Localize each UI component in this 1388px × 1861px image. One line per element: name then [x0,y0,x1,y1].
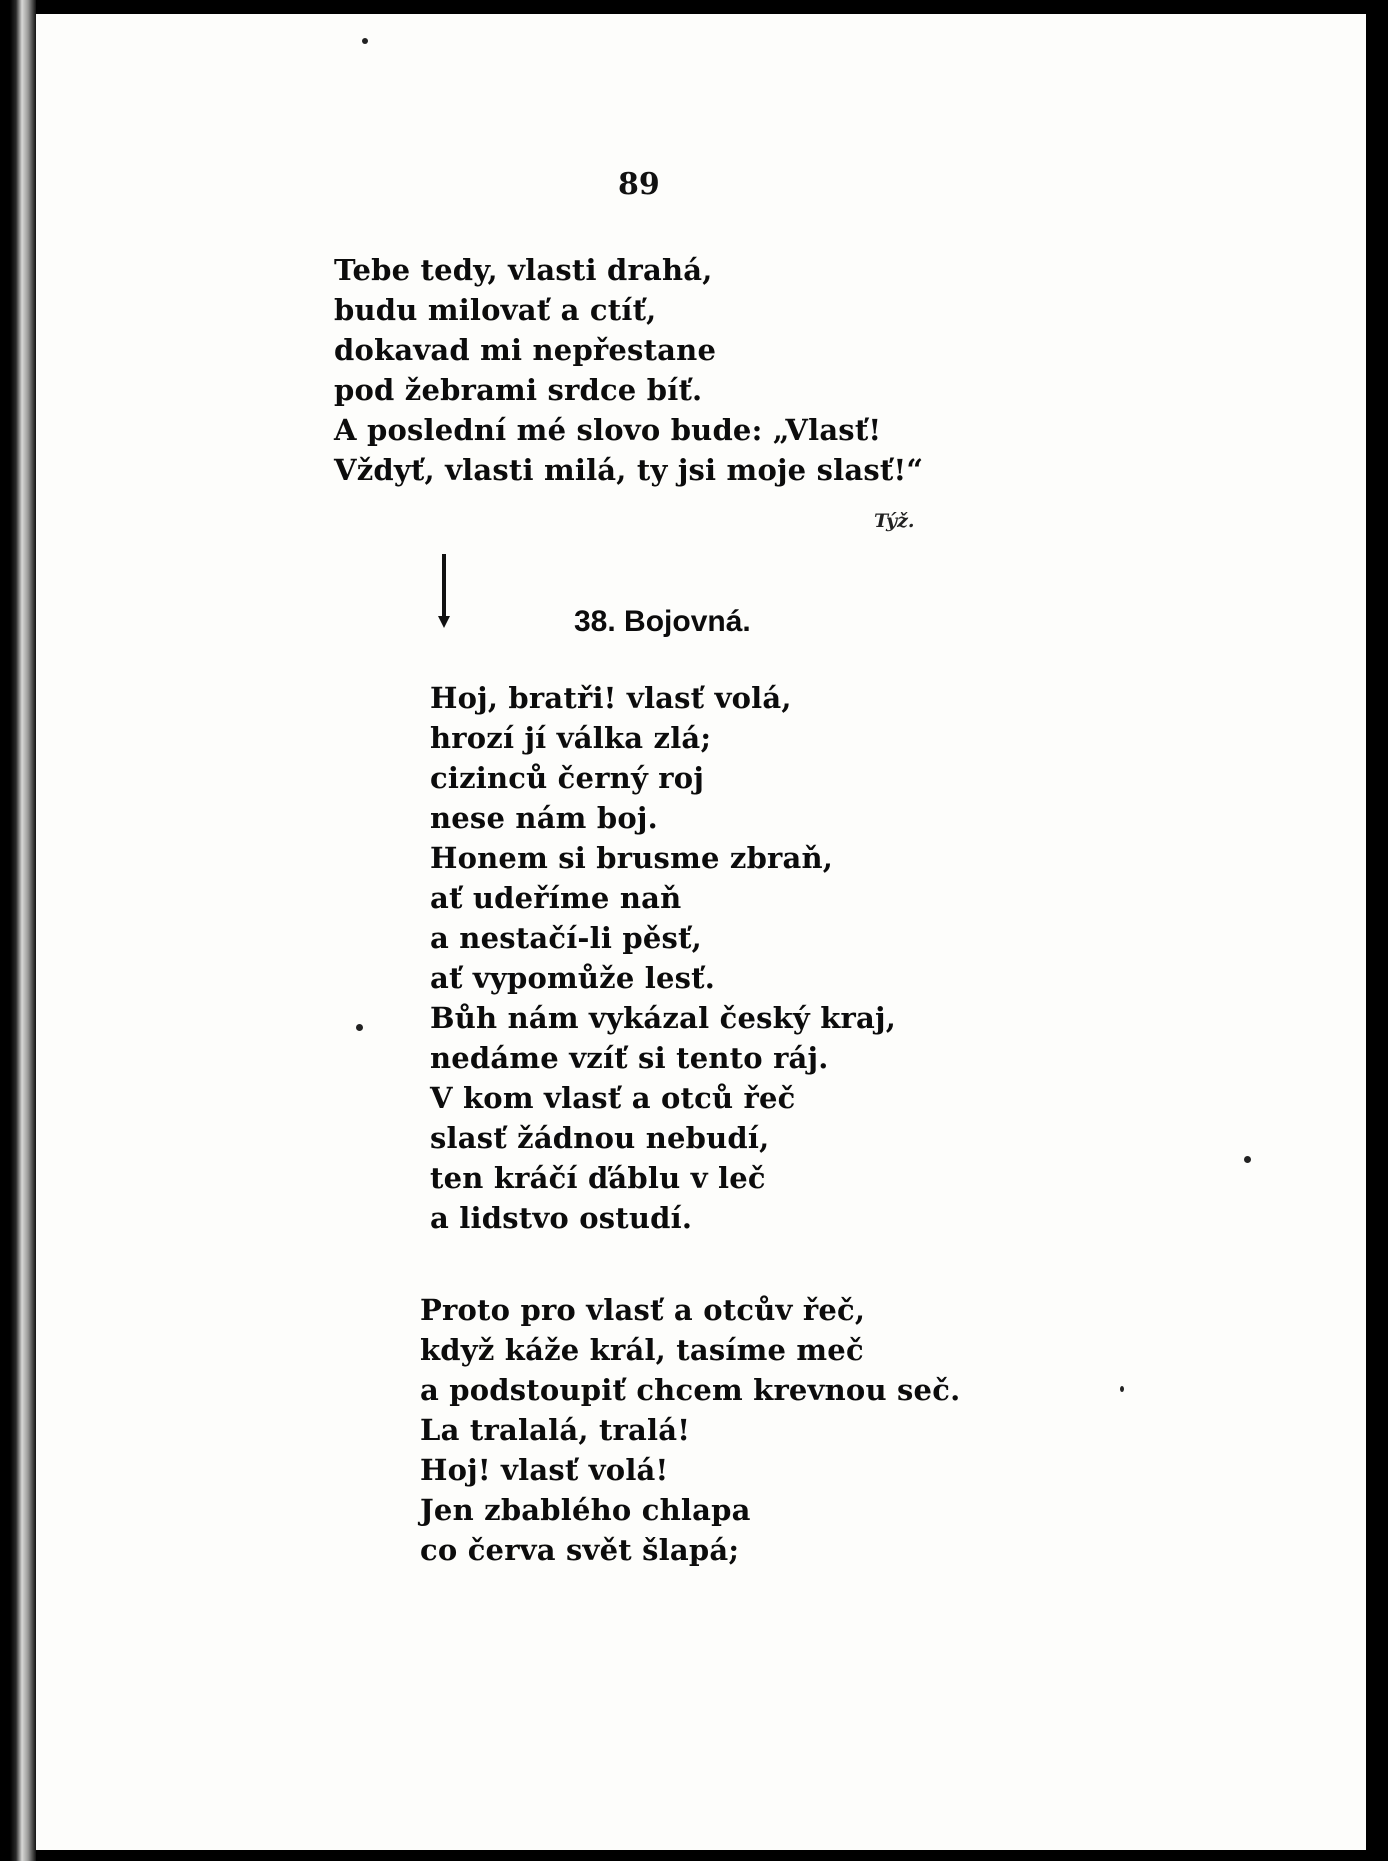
speck-mark [362,38,368,44]
poem-stanza-1 [334,250,923,490]
poem-line: nese nám boj. [430,801,658,835]
poem-line: La tralalá, tralá! [420,1413,691,1447]
poem-line: Honem si brusme zbraň, [430,841,834,875]
poem-title: 38. Bojovná. [574,605,751,638]
poem-line: Bůh nám vykázal český kraj, [430,1001,897,1035]
poem-line: a podstoupiť chcem krevnou seč. [420,1373,961,1407]
poem-line: V kom vlasť a otců řeč [430,1081,796,1115]
poem-line: budu milovať a ctíť, [334,293,657,327]
margin-mark-foot [438,616,450,628]
poem-line: ať vypomůže lesť. [430,961,716,995]
poem-line: Hoj, bratři! vlasť volá, [430,681,792,715]
poem-line: Jen zbablého chlapa [420,1493,751,1527]
poem-line: a nestačí-li pěsť, [430,921,702,955]
poem-line: dokavad mi nepřestane [334,333,717,367]
poem-stanza-2 [430,678,896,1238]
poem-line: A poslední mé slovo bude: „Vlasť! [334,413,882,447]
poem-line: ten kráčí ďáblu v leč [430,1161,766,1195]
poem-line: slasť žádnou nebudí, [430,1121,770,1155]
speck-mark [1244,1156,1251,1163]
poem-line: Proto pro vlasť a otcův řeč, [420,1293,866,1327]
margin-mark [442,554,446,620]
poem-line: Hoj! vlasť volá! [420,1453,669,1487]
poem-line: a lidstvo ostudí. [430,1201,693,1235]
author-attribution: Týž. [874,510,915,532]
poem-line: když káže král, tasíme meč [420,1333,864,1367]
scan-left-edge [0,0,36,1861]
speck-mark [1120,1386,1124,1392]
poem-line: nedáme vzíť si tento ráj. [430,1041,829,1075]
page-number: 89 [618,167,660,202]
poem-line: Tebe tedy, vlasti drahá, [334,253,713,287]
poem-line: hrozí jí válka zlá; [430,721,712,755]
poem-line: ať udeříme naň [430,881,682,915]
poem-line: pod žebrami srdce bíť. [334,373,703,407]
speck-mark [356,1024,363,1031]
poem-line: co červa svět šlapá; [420,1533,740,1567]
poem-stanza-3 [420,1290,960,1570]
poem-line: Vždyť, vlasti milá, ty jsi moje slasť!“ [334,453,924,487]
poem-line: cizinců černý roj [430,761,705,795]
